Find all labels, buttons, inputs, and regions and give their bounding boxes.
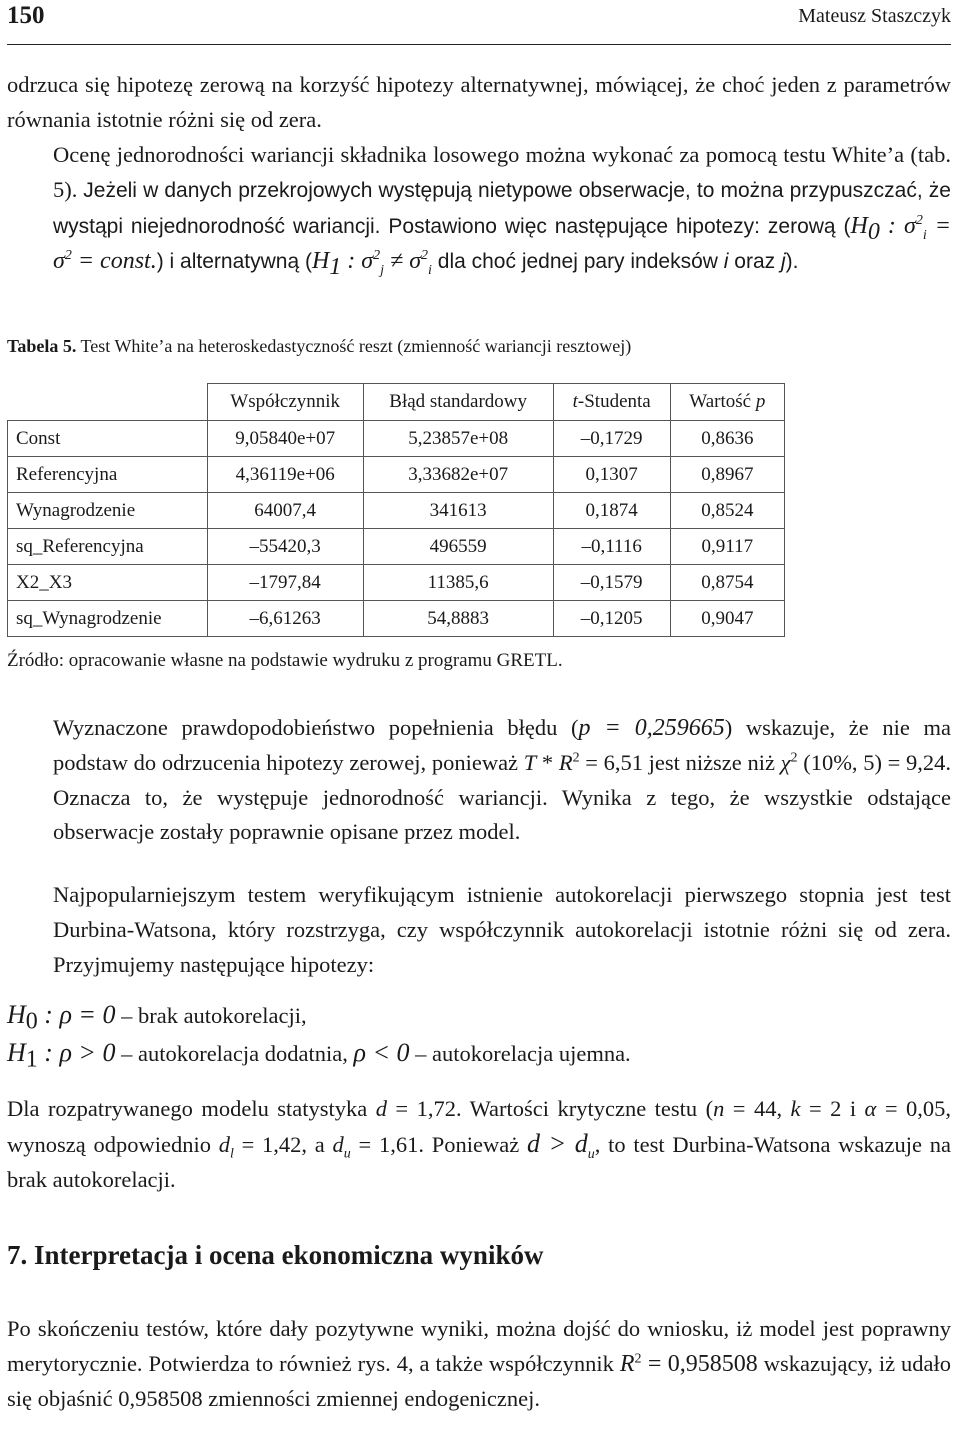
hypothesis-h1: $H_1$ : ρ > 0 – autokorelacja dodatnia, ρ < 0 – autokorelacja ujemna. bbox=[7, 1038, 631, 1073]
running-head bbox=[7, 0, 951, 45]
cell: –0,1116 bbox=[553, 529, 670, 565]
paragraph-5: Dla rozpatrywanego modelu statystyka d = 1,72. Wartości krytyczne testu (n = 44, k = 2 i α = 0,05, wynoszą odpowiednio $d_l = 1,42$, a $d_u = 1,61$. Ponieważ $d > d_u$, to test Durbina-Watsona wskazuje na brak autokorelacji. bbox=[7, 1096, 951, 1192]
header-std-error: Błąd standardowy bbox=[363, 384, 553, 421]
cell: 0,8967 bbox=[670, 457, 784, 493]
paragraph-3: Wyznaczone prawdopodobieństwo popełnienia błędu (p = 0,259665) wskazuje, że nie ma podstaw do odrzucenia hipotezy zerowej, ponieważ $T * R^2 = 6,51$ jest niższe niż $\chi^2$ (10%, 5) = 9,24. Oznacza to, że występuje jednorodność wariancji. Wynika z tego, że wszystkie odstające obserwacje zostały poprawnie opisane przez model. bbox=[53, 715, 952, 845]
cell: 0,8524 bbox=[670, 493, 784, 529]
table-source: Źródło: opracowanie własne na podstawie wydruku z programu GRETL. bbox=[7, 650, 563, 671]
cell: 341613 bbox=[363, 493, 553, 529]
cell: 54,8883 bbox=[363, 601, 553, 637]
cell: –0,1579 bbox=[553, 565, 670, 601]
table-caption bbox=[7, 336, 631, 357]
hypothesis-h0: $H_0$ : ρ = 0 – brak autokorelacji, bbox=[7, 1000, 307, 1035]
paragraph-1: odrzuca się hipotezę zerową na korzyść hipotezy alternatywnej, mówiącej, że choć jeden z parametrów równania istotnie różni się od zera. bbox=[7, 72, 951, 132]
row-label: sq_Wynagrodzenie bbox=[8, 601, 208, 637]
cell: 0,9047 bbox=[670, 601, 784, 637]
section-title: Interpretacja i ocena ekonomiczna wyników bbox=[27, 1240, 544, 1270]
table-row bbox=[8, 421, 785, 457]
cell: –1797,84 bbox=[207, 565, 363, 601]
cell: 0,8636 bbox=[670, 421, 784, 457]
table-row bbox=[8, 601, 785, 637]
table-row bbox=[8, 565, 785, 601]
page-number: 150 bbox=[7, 2, 45, 29]
table-row bbox=[8, 457, 785, 493]
header-coefficient: Współczynnik bbox=[207, 384, 363, 421]
section-number: 7. bbox=[7, 1240, 28, 1270]
cell: 11385,6 bbox=[363, 565, 553, 601]
p-value-formula: p = 0,259665 bbox=[578, 715, 725, 741]
cell: 496559 bbox=[363, 529, 553, 565]
table-header-row bbox=[8, 384, 785, 421]
cell: 0,8754 bbox=[670, 565, 784, 601]
paragraph-2-text-b: Jeżeli w danych przekrojowych występują nietypowe obserwacje, to można przypuszczać, że wystąpi niejednorodność wariancji. Postawiono więc następujące hipotezy: zerową ( bbox=[53, 178, 951, 238]
section-heading bbox=[7, 1240, 543, 1271]
cell: 3,33682e+07 bbox=[363, 457, 553, 493]
alt-hypothesis-formula: $H_1$ : $\sigma^2_j \ne \sigma^2_i$ bbox=[311, 248, 432, 281]
white-test-table bbox=[7, 383, 785, 637]
row-label: Referencyjna bbox=[8, 457, 208, 493]
cell: –6,61263 bbox=[207, 601, 363, 637]
cell: –0,1729 bbox=[553, 421, 670, 457]
paragraph-2-text-a: Ocenę jednorodności wariancji składnika losowego można wykonać za pomocą testu White’a (tab. 5). bbox=[53, 142, 951, 202]
cell: 0,1874 bbox=[553, 493, 670, 529]
row-label: Const bbox=[8, 421, 208, 457]
table-row bbox=[8, 493, 785, 529]
cell: –0,1205 bbox=[553, 601, 670, 637]
row-label: X2_X3 bbox=[8, 565, 208, 601]
paragraph-2-text-c: i alternatywną ( bbox=[163, 250, 312, 274]
cell: 9,05840e+07 bbox=[207, 421, 363, 457]
running-author: Mateusz Staszczyk bbox=[798, 5, 951, 27]
cell: 0,1307 bbox=[553, 457, 670, 493]
dw-inequality: $d > d_u$ bbox=[526, 1128, 595, 1162]
paragraph-2: Ocenę jednorodności wariancji składnika losowego można wykonać za pomocą testu White’a (tab. 5). Jeżeli w danych przekrojowych występują nietypowe obserwacje, to można przypuszczać, że wystąpi niejednorodność wariancji. Postawiono więc następujące hipotezy: zerową ($H_0$ : $\sigma^2_i = \sigma^2$ = const.) i alternatywną ($H_1$ : $\sigma^2_j \ne \sigma^2_i$ dla choć jednej pary indeksów i oraz j). bbox=[53, 142, 951, 281]
paragraph-6: Po skończeniu testów, które dały pozytywne wyniki, można dojść do wniosku, iż model jest poprawny merytorycznie. Potwierdza to również rys. 4, a także współczynnik $R^2 = 0,958508$ wskazujący, iż udało się objaśnić 0,958508 zmienności zmiennej endogenicznej. bbox=[7, 1316, 952, 1411]
cell: 5,23857e+08 bbox=[363, 421, 553, 457]
paragraph-4: Najpopularniejszym testem weryfikującym istnienie autokorelacji pierwszego stopnia jest test Durbina-Watsona, który rozstrzyga, czy współczynnik autokorelacji istotnie różni się od zera. Przyjmujemy następujące hipotezy: bbox=[53, 882, 951, 977]
null-hypothesis-formula: $H_0$ : $\sigma^2_i = \sigma^2$ = const. bbox=[53, 212, 951, 275]
cell: 0,9117 bbox=[670, 529, 784, 565]
table-corner bbox=[8, 384, 208, 421]
table-caption-text: Test White’a na heteroskedastyczność reszt (zmienność wariancji resztowej) bbox=[76, 336, 632, 356]
row-label: Wynagrodzenie bbox=[8, 493, 208, 529]
cell: –55420,3 bbox=[207, 529, 363, 565]
paragraph-2-text-d: dla choć jednej pary indeksów bbox=[431, 250, 724, 274]
header-t-student: t-Studenta bbox=[553, 384, 670, 421]
row-label: sq_Referencyjna bbox=[8, 529, 208, 565]
table-label: Tabela 5. bbox=[7, 336, 77, 356]
table-row bbox=[8, 529, 785, 565]
cell: 4,36119e+06 bbox=[207, 457, 363, 493]
cell: 64007,4 bbox=[207, 493, 363, 529]
header-p-value: Wartość p bbox=[670, 384, 784, 421]
